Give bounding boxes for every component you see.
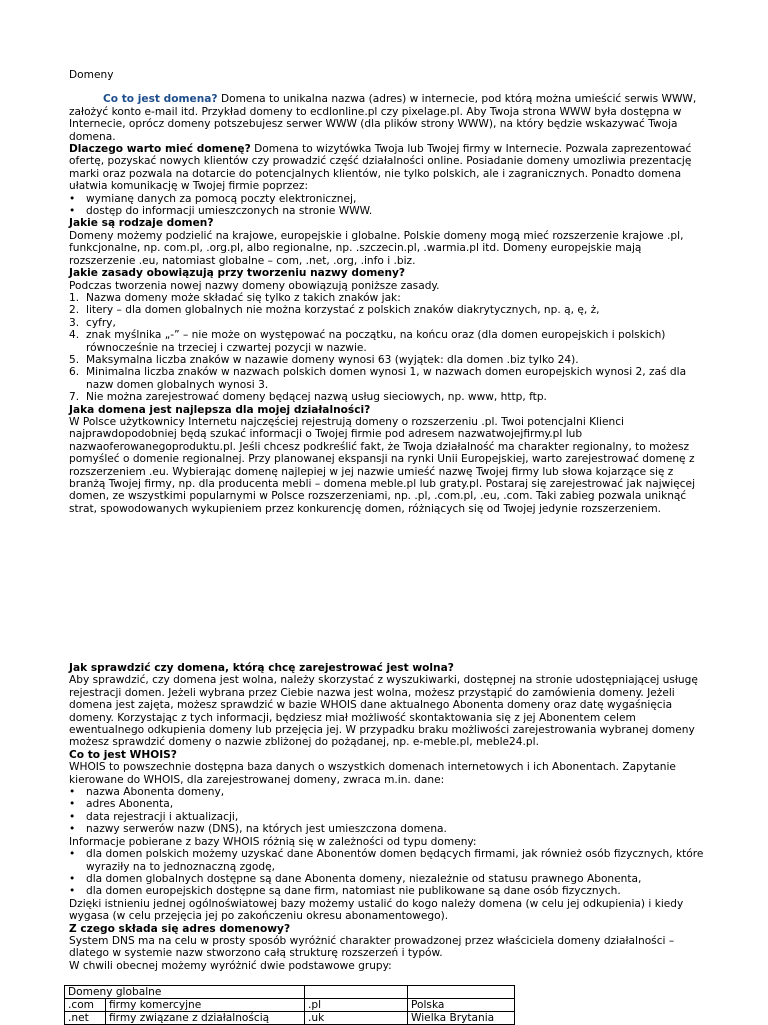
list-item: • dla domen globalnych dostępne są dane Abonenta domeny, niezależnie od statusu prawnego Abonenta,: [69, 873, 709, 885]
paragraph-whois: WHOIS to powszechnie dostępna baza danych o wszystkich domenach internetowych i ich Abonentach. Zapytanie kierowane do WHOIS, dla zarejestrowanej domeny, zwraca m.in. dane:: [69, 761, 676, 786]
list-item: [69, 292, 709, 304]
list-item: [69, 304, 709, 316]
list-whois-data: [69, 786, 709, 836]
list-item: • wymianę danych za pomocą poczty elektronicznej,: [69, 193, 709, 205]
table-header-cell: Domeny globalne: [65, 986, 305, 999]
list-naming-rules: [69, 292, 709, 404]
heading-check-domain: Jak sprawdzić czy domena, którą chcę zarejestrować jest wolna?: [69, 662, 454, 674]
paragraph-two-groups: W chwili obecnej możemy wyróżnić dwie podstawowe grupy:: [69, 959, 392, 972]
list-item: • dostęp do informacji umieszczonych na stronie WWW.: [69, 205, 709, 217]
table-cell: [305, 986, 408, 999]
section-whois: [69, 662, 709, 972]
list-text: Nie można zarejestrować domeny będącej nazwą usług sieciowych, np. www, http, ftp.: [86, 391, 547, 404]
section-intro: [69, 69, 709, 515]
paragraph-why-domain: [69, 143, 709, 193]
list-number: 7.: [69, 391, 80, 404]
table-cell: .uk: [305, 1012, 408, 1025]
heading-whois: Co to jest WHOIS?: [69, 748, 177, 761]
list-item: • dla domen polskich możemy uzyskać dane Abonentów domen będących firmami, jak również osób fizycznych, które wyraziły na to jednoznaczną zgodę,: [69, 848, 709, 873]
list-item: [69, 354, 709, 366]
table-cell: firmy związane z działalnością: [106, 1012, 305, 1025]
list-text: Nazwa domeny może składać się tylko z takich znaków jak:: [86, 291, 401, 304]
list-item: • data rejestracji i aktualizacji,: [69, 811, 709, 823]
list-text: litery – dla domen globalnych nie można korzystać z polskich znaków diakrytycznych, np. ą, ę, ż,: [86, 304, 600, 317]
list-number: 6.: [69, 366, 80, 379]
heading-naming-rules: Jakie zasady obowiązują przy tworzeniu nazwy domeny?: [69, 267, 406, 280]
paragraph-check-domain: Aby sprawdzić, czy domena jest wolna, należy skorzystać z wyszukiwarki, dostępnej na stronie udostępniającej usługę rejestracji domen. Jeżeli wybrana przez Ciebie nazwa jest wolna, możesz przystąpić do zamówienia domeny. Jeżeli domena jest zajęta, możesz sprawdzić w bazie WHOIS dane aktualnego Abonenta domeny oraz datę wygaśnięcia domeny. Korzystając z tych informacji, będziesz miał możliwość skontaktowania się z jej Abonentem celem ewentualnego odkupienia domeny lub przejęcia jej. W przypadku braku możliwości zarejestrowania wybranej domeny możesz sprawdzić domeny o nazwie zbliżonej do pożądanej, np. e-meble.pl, meble24.pl.: [69, 674, 698, 749]
paragraph-naming-intro: Podczas tworzenia nowej nazwy domeny obowiązują poniższe zasady.: [69, 279, 440, 292]
table-cell: firmy komercyjne: [106, 999, 305, 1012]
table-cell: Polska: [408, 999, 515, 1012]
list-item: [69, 366, 709, 391]
domain-table: [64, 985, 515, 1025]
list-text: znak myślnika „-” – nie może on występować na początku, na końcu oraz (dla domen europejskich i polskich) równocześnie na trzeciej i czwartej pozycji w nazwie.: [86, 329, 666, 354]
answer-why-domain: Domena to wizytówka Twoja lub Twojej firmy w Internecie. Pozwala zaprezentować ofertę, pozyskać nowych klientów czy prowadzić część działalności online. Posiadanie domeny umozliwia prezentację marki oraz pozwala na dotarcie do potencjalnych klientów, nie tylko polskich, ale i zagranicznych. Ponadto domena ułatwia komunikację w Twojej firmie poprzez:: [69, 143, 692, 193]
table-cell: .pl: [305, 999, 408, 1012]
list-number: 2.: [69, 304, 80, 317]
paragraph-whois-types: Informacje pobierane z bazy WHOIS różnią się w zależności od typu domeny:: [69, 835, 477, 848]
paragraph-best-domain: W Polsce użytkownicy Internetu najczęściej rejestrują domeny o rozszerzeniu .pl. Twoi potencjalni Klienci najprawdopodobniej będą szukać informacji o Twojej firmie pod adresem nazwatwojejfirmy.pl lub nazwaoferowanegoproduktu.pl. Jeśli chcesz podkreślić fakt, że Twoja działalność ma charakter regionalny, to możesz pomyśleć o domenie regionalnej. Przy planowanej ekspansji na rynki Unii Europejskiej, warto zarejestrować domenę z rozszerzeniem .eu. Wybierając domenę najlepiej w jej nazwie umieść nazwę Twojej firmy lub słowa kojarzące się z branżą Twojej firmy, np. dla producenta mebli – domena meble.pl lub graty.pl. Postaraj się zarejestrować jak najwięcej domen, ze wszystkimi popularnymi w Polsce rozszerzeniami, np. .pl, .com.pl, .eu, .com. Taki zabieg pozwala uniknąć strat, spowodowanych wykupieniem przez konkurencję domen, różniących się od Twojej jedynie rozszerzeniem.: [69, 415, 696, 515]
question-why-domain: Dlaczego warto mieć domenę?: [69, 143, 251, 156]
document-title: Domeny: [69, 69, 114, 81]
list-text: Minimalna liczba znaków w nazwach polskich domen wynosi 1, w nazwach domen europejskich wynosi 2, zaś dla nazw domen globalnych wynosi 3.: [86, 366, 687, 391]
list-item: • nazwa Abonenta domeny,: [69, 786, 709, 798]
list-item: • dla domen europejskich dostępne są dane firm, natomiast nie publikowane są dane osób fizycznych.: [69, 885, 709, 897]
paragraph-whois-summary: Dzięki istnieniu jednej ogólnoświatowej bazy możemy ustalić do kogo należy domena (w celu jej odkupienia) i kiedy wygasa (w celu przejęcia jej po zakończeniu okresu abonamentowego).: [69, 897, 684, 923]
table-cell: .com: [65, 999, 106, 1012]
list-why-domain: [69, 193, 709, 218]
paragraph-domain-types: Domeny możemy podzielić na krajowe, europejskie i globalne. Polskie domeny mogą mieć rozszerzenie krajowe .pl, funkcjonalne, np. com.pl, .org.pl, albo regionalne, np. .szczecin.pl, .warmia.pl itd. Domeny europejskie mają rozszerzenie .eu, natomiast globalne – com, .net, .org, .info i .biz.: [69, 229, 684, 267]
list-text: cyfry,: [86, 316, 116, 329]
table-cell: [408, 986, 515, 999]
heading-domain-types: Jakie są rodzaje domen?: [69, 217, 214, 230]
list-whois-types: [69, 848, 709, 898]
list-number: 1.: [69, 291, 80, 304]
list-text: Maksymalna liczba znaków w nazawie domeny wynosi 63 (wyjątek: dla domen .biz tylko 24).: [86, 353, 579, 366]
table-row: [65, 1012, 515, 1025]
list-number: 4.: [69, 329, 80, 342]
table-cell: .net: [65, 1012, 106, 1025]
list-item: [69, 391, 709, 403]
paragraph-what-is-domain: [69, 93, 709, 143]
answer-what-is-domain: Domena to unikalna nazwa (adres) w internecie, pod którą można umieścić serwis WWW, założyć konto e-mail itd. Przykład domeny to ecdlonline.pl czy pixelage.pl. Aby Twoja strona WWW była dostępna w Internecie, oprócz domeny potszebujesz serwer WWW (dla plików strony WWW), na który będzie wskazywać Twoja domena.: [69, 93, 697, 143]
question-what-is-domain: Co to jest domena?: [103, 93, 218, 106]
heading-best-domain: Jaka domena jest najlepsza dla mojej działalności?: [69, 403, 371, 416]
heading-domain-structure: Z czego składa się adres domenowy?: [69, 922, 291, 935]
paragraph-domain-structure: System DNS ma na celu w prosty sposób wyróżnić charakter prowadzonej przez właściciela domeny działalności – dlatego w systemie nazw stworzono całą strukturę rozszerzeń i typów.: [69, 934, 675, 960]
table-cell: Wielka Brytania: [408, 1012, 515, 1025]
list-number: 3.: [69, 316, 80, 329]
table-row: [65, 999, 515, 1012]
list-number: 5.: [69, 353, 80, 366]
list-item: • nazwy serwerów nazw (DNS), na których jest umieszczona domena.: [69, 823, 709, 835]
table-row: [65, 986, 515, 999]
list-item: [69, 317, 709, 329]
list-item: [69, 329, 709, 354]
list-item: • adres Abonenta,: [69, 798, 709, 810]
